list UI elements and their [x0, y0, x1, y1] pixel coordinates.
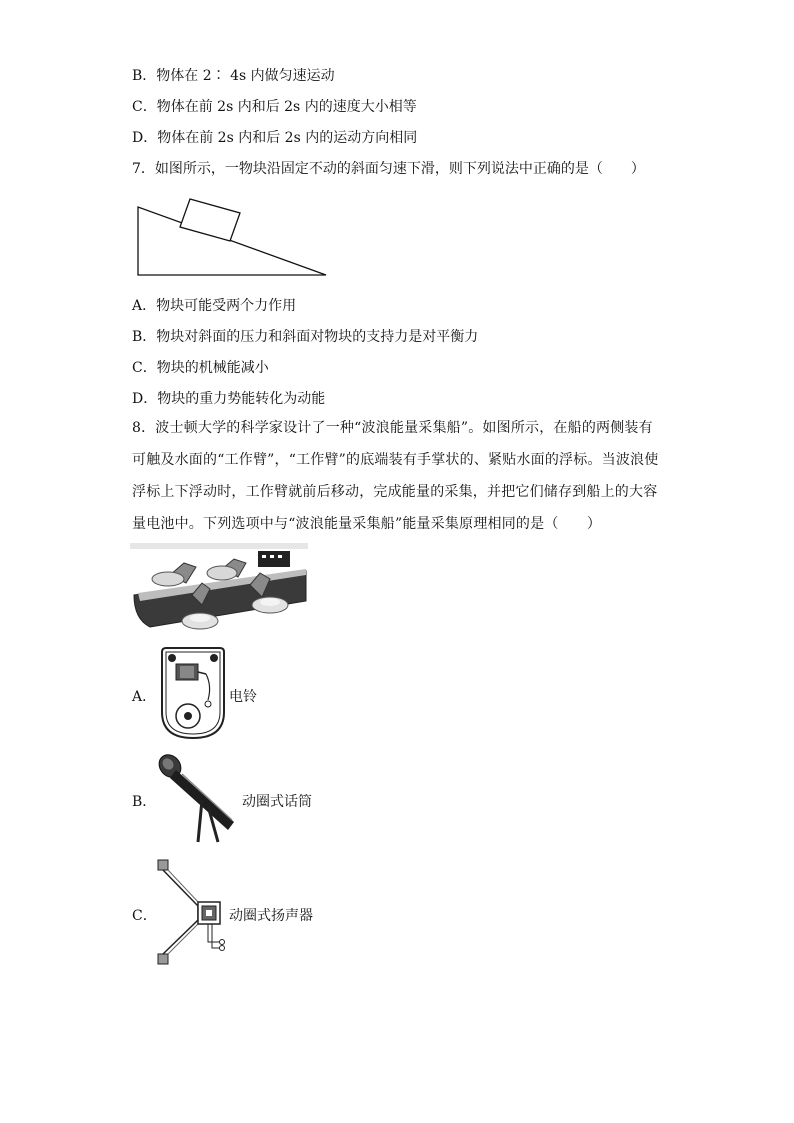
q8-option-b-letter: B．	[132, 794, 157, 810]
q8-option-b-caption: 动圈式话筒	[242, 794, 312, 810]
q7-stem: 7．如图所示，一物块沿固定不动的斜面匀速下滑，则下列说法中正确的是（ ）	[132, 161, 645, 177]
wave-energy-boat-figure	[130, 543, 308, 635]
incline-figure	[130, 195, 335, 283]
q8-option-c-letter: C．	[132, 908, 157, 924]
dynamic-microphone-icon	[158, 752, 242, 844]
q7-option-d: D．物块的重力势能转化为动能	[132, 391, 326, 407]
q8-option-a-caption: 电铃	[229, 689, 257, 705]
sliding-block	[180, 199, 240, 241]
q7-option-b: B．物块对斜面的压力和斜面对物块的支持力是对平衡力	[132, 329, 479, 345]
dynamic-speaker-icon	[154, 858, 228, 966]
float-buoy	[152, 572, 184, 586]
boat-cabin	[258, 551, 290, 567]
q6-option-c: C．物体在前 2s 内和后 2s 内的速度大小相等	[132, 99, 417, 115]
q6-option-d: D．物体在前 2s 内和后 2s 内的运动方向相同	[132, 130, 418, 146]
float-buoy	[207, 566, 237, 580]
q8-stem: 8．波士顿大学的科学家设计了一种“波浪能量采集船”。如图所示，在船的两侧装有可触及水面的“工作臂”，“工作臂”的底端装有手掌状的、紧贴水面的浮标。当波浪使浮标上下浮动时，工作臂就前后移动，完成能量的采集，并把它们储存到船上的大容量电池中。下列选项中与“波浪能量采集船”能量采集原理相同的是（ ）	[132, 420, 659, 532]
q6-option-b: B．物体在 2∶ 4s 内做匀速运动	[132, 68, 335, 84]
q8-option-a-letter: A．	[132, 689, 157, 705]
q8-option-c-caption: 动圈式扬声器	[229, 908, 313, 924]
electric-bell-icon	[158, 646, 228, 742]
q7-option-c: C．物块的机械能减小	[132, 360, 269, 376]
q7-option-a: A．物块可能受两个力作用	[132, 298, 297, 314]
